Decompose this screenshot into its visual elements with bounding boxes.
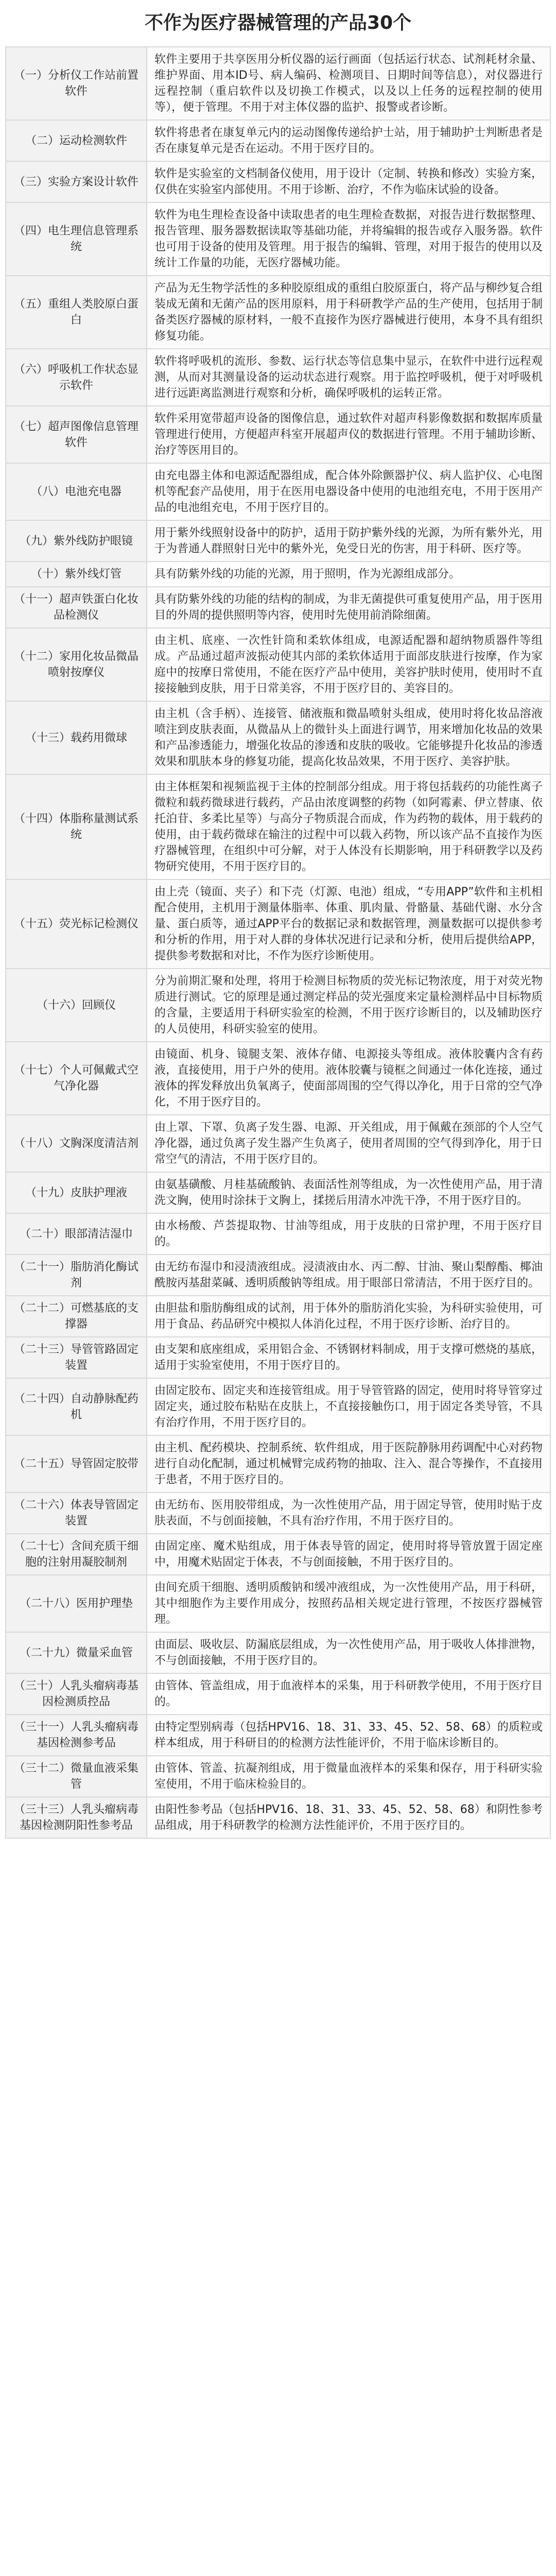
product-description-cell: 具有防紫外线的功能的光源，用于照明，作为光源组成部分。: [147, 562, 550, 587]
page-title: 不作为医疗器械管理的产品30个: [0, 0, 556, 46]
table-row: [6, 774, 550, 879]
table-row: [6, 1575, 550, 1632]
table-row: [6, 1632, 550, 1673]
product-name-cell: （三十二）微量血液采集管: [6, 1756, 147, 1797]
product-name-cell: （五）重组人类胶原白蛋白: [6, 276, 147, 349]
product-name-cell: （二十六）体表导管固定装置: [6, 1493, 147, 1534]
product-description-cell: 由上罩、下罩、负离子发生器、电源、开关组成，用于佩戴在颈部的个人空气净化器，通过负离子发生器产生负离子，使用者周围的空气得到净化，用于日常空气的清洁，不用于医疗目的。: [147, 1115, 550, 1172]
product-name-cell: （二十八）医用护理垫: [6, 1575, 147, 1632]
product-name-cell: （三十）人乳头瘤病毒基因检测质控品: [6, 1673, 147, 1715]
table-row: [6, 1255, 550, 1296]
table-row: [6, 276, 550, 349]
table-row: [6, 1042, 550, 1115]
product-description-cell: 由管体、管盖、抗凝剂组成，用于微量血液样本的采集和保存，用于科研实验室使用，不用于临床检验目的。: [147, 1756, 550, 1797]
product-name-cell: （十二）家用化妆品微晶喷射按摩仪: [6, 628, 147, 701]
table-row: [6, 1435, 550, 1493]
table-row: [6, 1337, 550, 1378]
product-table-body: [6, 47, 550, 1838]
table-row: [6, 1493, 550, 1534]
product-name-cell: （四）电生理信息管理系统: [6, 202, 147, 276]
product-description-cell: 软件采用宽带超声设备的图像信息，通过软件对超声科影像数据和数据库质量管理进行使用，方便超声科室开展超声仪的数据进行管理。不用于辅助诊断、治疗等医用目的。: [147, 406, 550, 463]
product-description-cell: 由胆盐和脂肪酶组成的试剂，用于体外的脂肪消化实验，为科研实验使用，可用于食品、药品研究中模拟人体消化过程，不用于医疗诊断、治疗目的。: [147, 1296, 550, 1337]
table-row: [6, 1378, 550, 1435]
table-row: [6, 562, 550, 587]
table-row: [6, 1797, 550, 1838]
product-description-cell: 由固定胶布、固定夹和连接管组成。用于导管管路的固定，使用时将导管穿过固定夹，通过胶布粘贴在皮肤上，不直接接触伤口，用于固定各类导管，不具有治疗作用，不用于医疗目的。: [147, 1378, 550, 1435]
product-name-cell: （二十九）微量采血管: [6, 1632, 147, 1673]
product-name-cell: （二十一）脂肪消化酶试剂: [6, 1255, 147, 1296]
product-name-cell: （一）分析仪工作站前置软件: [6, 47, 147, 120]
table-row: [6, 120, 550, 161]
product-name-cell: （十四）体脂称量测试系统: [6, 774, 147, 879]
product-description-cell: 由特定型别病毒（包括HPV16、18、31、33、45、52、58、68）的质粒或样本组成，用于科研目的的检测方法性能评价，不用于临床诊断目的。: [147, 1715, 550, 1756]
product-description-cell: 由镜面、机身、镜腿支架、液体存储、电源接头等组成。液体胶囊内含有药液，直接使用，用于户外的使用。液体胶囊与镜框之间通过一体化连接，通过液体的挥发释放出负氧离子，使面部周围的空气得以净化，用于日常的空气净化，不用于医疗目的。: [147, 1042, 550, 1115]
product-description-cell: 由氨基磺酸、月桂基硫酸钠、表面活性剂等组成，为一次性使用产品，用于清洗文胸，使用时涂抹于文胸上，揉搓后用清水冲洗干净，不用于医疗目的。: [147, 1172, 550, 1213]
table-row: [6, 587, 550, 628]
product-name-cell: （十七）个人可佩戴式空气净化器: [6, 1042, 147, 1115]
table-row: [6, 1213, 550, 1255]
product-description-cell: 由无纺布、医用胶带组成，为一次性使用产品，用于固定导管，使用时贴于皮肤表面，不与创面接触，不具有治疗作用，不用于医疗目的。: [147, 1493, 550, 1534]
product-description-cell: 软件为电生理检查设备中读取患者的电生理检查数据，对报告进行数据整理、报告管理、服务器数据读取等基础功能，并将编辑的报告或存入服务器。软件也可用于设备的使用及管理。用于报告的编辑、管理，对用于报告的使用以及统计工作量的功能，无医疗器械功能。: [147, 202, 550, 276]
product-name-cell: （十一）超声铁蛋白化妆品检测仪: [6, 587, 147, 628]
product-name-cell: （二）运动检测软件: [6, 120, 147, 161]
table-row: [6, 349, 550, 406]
product-description-cell: 由水杨酸、芦荟提取物、甘油等组成，用于皮肤的日常护理，不用于医疗目的。: [147, 1213, 550, 1255]
product-name-cell: （二十七）含间充质干细胞的注射用凝胶制剂: [6, 1534, 147, 1575]
product-description-cell: 软件将患者在康复单元内的运动图像传递给护士站，用于辅助护士判断患者是否在康复单元是否在运动。不用于医疗目的。: [147, 120, 550, 161]
product-description-cell: 由主机（含手柄）、连接管、储液瓶和微晶喷射头组成，使用时将化妆品溶液喷注到皮肤表面，从微晶从上的微针头上面进行调节，用来增加化妆品的效果和产品渗透能力，增强化妆品的渗透和皮肤的吸收。它能够提升化妆品的渗透效果和肌肤本身的修复功能，提高化妆品效果，不用于医疗、美容护肤。: [147, 701, 550, 774]
table-row: [6, 1673, 550, 1715]
product-description-cell: 具有防紫外线的功能的结构的制成，为非无菌提供可重复使用产品，用于医用目的外周的提供照明等内容，使用时先使用前消除细菌。: [147, 587, 550, 628]
product-name-cell: （十九）皮肤护理液: [6, 1172, 147, 1213]
product-description-cell: 由间充质干细胞、透明质酸钠和缓冲液组成，为一次性使用产品，用于科研，其中细胞作为主要作用成分，按照药品相关规定进行管理，不按医疗器械管理。: [147, 1575, 550, 1632]
product-description-cell: 软件将呼吸机的流形、参数、运行状态等信息集中显示，在软件中进行远程观测，从而对其测量设备的运动状态进行观察。用于监控呼吸机，便于对呼吸机进行远距离监测进行观察和分析，确保呼吸机的运转正常。: [147, 349, 550, 406]
product-name-cell: （十六）回顾仪: [6, 969, 147, 1042]
product-name-cell: （六）呼吸机工作状态显示软件: [6, 349, 147, 406]
product-description-cell: 由面层、吸收层、防漏底层组成，为一次性使用产品，用于吸收人体排泄物，不与创面接触，不用于医疗目的。: [147, 1632, 550, 1673]
product-description-cell: 由上壳（镜面、夹子）和下壳（灯源、电池）组成，“专用APP”软件和主机相配合使用，主机用于测量体脂率、体重、肌肉量、骨骼量、基础代谢、水分含量、蛋白质等，通过APP平台的数据记录和数据管理，测量数据可以提供参考和分析的作用，用于对人群的身体状况进行记录和分析，使用后提供给APP，提供参考数据和对比，不作为医疗诊断使用。: [147, 879, 550, 969]
product-description-cell: 由主机、配药模块、控制系统、软件组成，用于医院静脉用药调配中心对药物进行自动化配制，通过机械臂完成药物的抽取、注入、混合等操作，不直接用于患者，不用于医疗目的。: [147, 1435, 550, 1493]
product-description-cell: 由充电器主体和电源适配器组成，配合体外除颤器护仪、病人监护仪、心电图机等配套产品使用，用于在医用电器设备中使用的电池组充电，不用于医用产品的电池组充电，不用于医疗目的。: [147, 463, 550, 520]
product-name-cell: （十三）载药用微球: [6, 701, 147, 774]
table-row: [6, 520, 550, 562]
product-description-cell: 由管体、管盖组成，用于血液样本的采集，用于科研教学使用，不用于医疗目的。: [147, 1673, 550, 1715]
product-name-cell: （二十三）导管管路固定装置: [6, 1337, 147, 1378]
table-row: [6, 1296, 550, 1337]
table-row: [6, 701, 550, 774]
product-name-cell: （九）紫外线防护眼镜: [6, 520, 147, 562]
product-description-cell: 由阳性参考品（包括HPV16、18、31、33、45、52、58、68）和阴性参考品组成，用于科研教学的检测方法性能评价，不用于医疗目的。: [147, 1797, 550, 1838]
table-row: [6, 1115, 550, 1172]
product-description-cell: 由固定座、魔术贴组成，用于体表导管的固定，使用时将导管放置于固定座中，用魔术贴固定于体表，不与创面接触，不用于医疗目的。: [147, 1534, 550, 1575]
product-name-cell: （十五）荧光标记检测仪: [6, 879, 147, 969]
product-name-cell: （二十）眼部清洁湿巾: [6, 1213, 147, 1255]
product-description-cell: 由主机、底座、一次性针筒和柔软体组成，电源适配器和超纳物质器件等组成。产品通过超声波振动使其内部的柔软体适用于面部皮肤进行按摩，作为家庭中的按摩日常使用，不能在医疗产品中使用，美容护肤时使用，使用时不直接接触到皮肤，用于日常美容，不用于医疗目的、美容目的。: [147, 628, 550, 701]
product-name-cell: （三十一）人乳头瘤病毒基因检测参考品: [6, 1715, 147, 1756]
table-row: [6, 879, 550, 969]
table-row: [6, 1534, 550, 1575]
product-description-cell: 由无纺布湿巾和浸渍液组成。浸渍液由水、丙二醇、甘油、聚山梨醇酯、椰油酰胺丙基甜菜碱、透明质酸钠等组成。用于眼部日常清洁，不用于医疗目的。: [147, 1255, 550, 1296]
product-name-cell: （八）电池充电器: [6, 463, 147, 520]
product-description-cell: 用于紫外线照射设备中的防护，适用于防护紫外线的光源，为所有紫外光，用于为普通人群照射日光中的紫外光，免受日光的伤害，用于科研、医疗等。: [147, 520, 550, 562]
table-row: [6, 628, 550, 701]
product-name-cell: （三十三）人乳头瘤病毒基因检测阴阳性参考品: [6, 1797, 147, 1838]
product-name-cell: （三）实验方案设计软件: [6, 161, 147, 202]
product-name-cell: （二十五）导管固定胶带: [6, 1435, 147, 1493]
table-row: [6, 969, 550, 1042]
product-table: [5, 46, 551, 1839]
product-description-cell: 软件是实验室的文档制备仪使用，用于设计（定制、转换和修改）实验方案，仅供在实验室内部使用。不用于诊断、治疗，不作为临床试验的设备。: [147, 161, 550, 202]
table-row: [6, 406, 550, 463]
table-row: [6, 1172, 550, 1213]
product-name-cell: （七）超声图像信息管理软件: [6, 406, 147, 463]
product-name-cell: （十）紫外线灯管: [6, 562, 147, 587]
product-description-cell: 由支架和底座组成，采用铝合金、不锈钢材料制成，用于支撑可燃烧的基底，适用于实验室使用，不用于医疗目的。: [147, 1337, 550, 1378]
product-name-cell: （十八）文胸深度清洁剂: [6, 1115, 147, 1172]
table-row: [6, 47, 550, 120]
table-row: [6, 1715, 550, 1756]
product-description-cell: 分为前期汇聚和处理，将用于检测目标物质的荧光标记物浓度，用于对荧光物质进行测试。它的原理是通过测定样品的荧光强度来定量检测样品中目标物质的含量，主要适用于科研实验室的检测，不用于医疗诊断目的，以及辅助医疗的人员使用，科研实验室的使用。: [147, 969, 550, 1042]
table-row: [6, 202, 550, 276]
product-name-cell: （二十二）可燃基底的支撑器: [6, 1296, 147, 1337]
product-description-cell: 软件主要用于共享医用分析仪器的运行画面（包括运行状态、试剂耗材余量、维护界面、用本ID号、病人编码、检测项目、日期时间等信息），对仪器进行远程控制（重启软件以及切换工作模式，以及以上任务的远程控制的使用等），便于管理。不用于对主体仪器的监护、报警或者诊断。: [147, 47, 550, 120]
product-description-cell: 由主体框架和视频监视于主体的控制部分组成。用于将包括载药的功能性离子微粒和载药微球进行载药，产品由浓度调整的药物（如阿霉素、伊立替康、依托泊苷、多柔比星等）与高分子物质混合而成，作为药物的载体，用于载药的使用，由于载药微球在输注的过程中可以载入药物，所以该产品不直接作为医疗器械管理，在组织中可分解，对于人体没有长期影响，用于科研教学以及药物研究使用，不用于医疗目的。: [147, 774, 550, 879]
table-row: [6, 1756, 550, 1797]
product-name-cell: （二十四）自动静脉配药机: [6, 1378, 147, 1435]
product-description-cell: 产品为无生物学活性的多种胶原组成的重组白胶原蛋白，将产品与柳纱复合组装成无菌和无菌产品的医用原料，用于科研教学产品的生产使用，包括用于制备类医疗器械的原材料，一般不直接作为医疗器械进行使用，本身不具有组织修复功能。: [147, 276, 550, 349]
table-row: [6, 161, 550, 202]
table-row: [6, 463, 550, 520]
